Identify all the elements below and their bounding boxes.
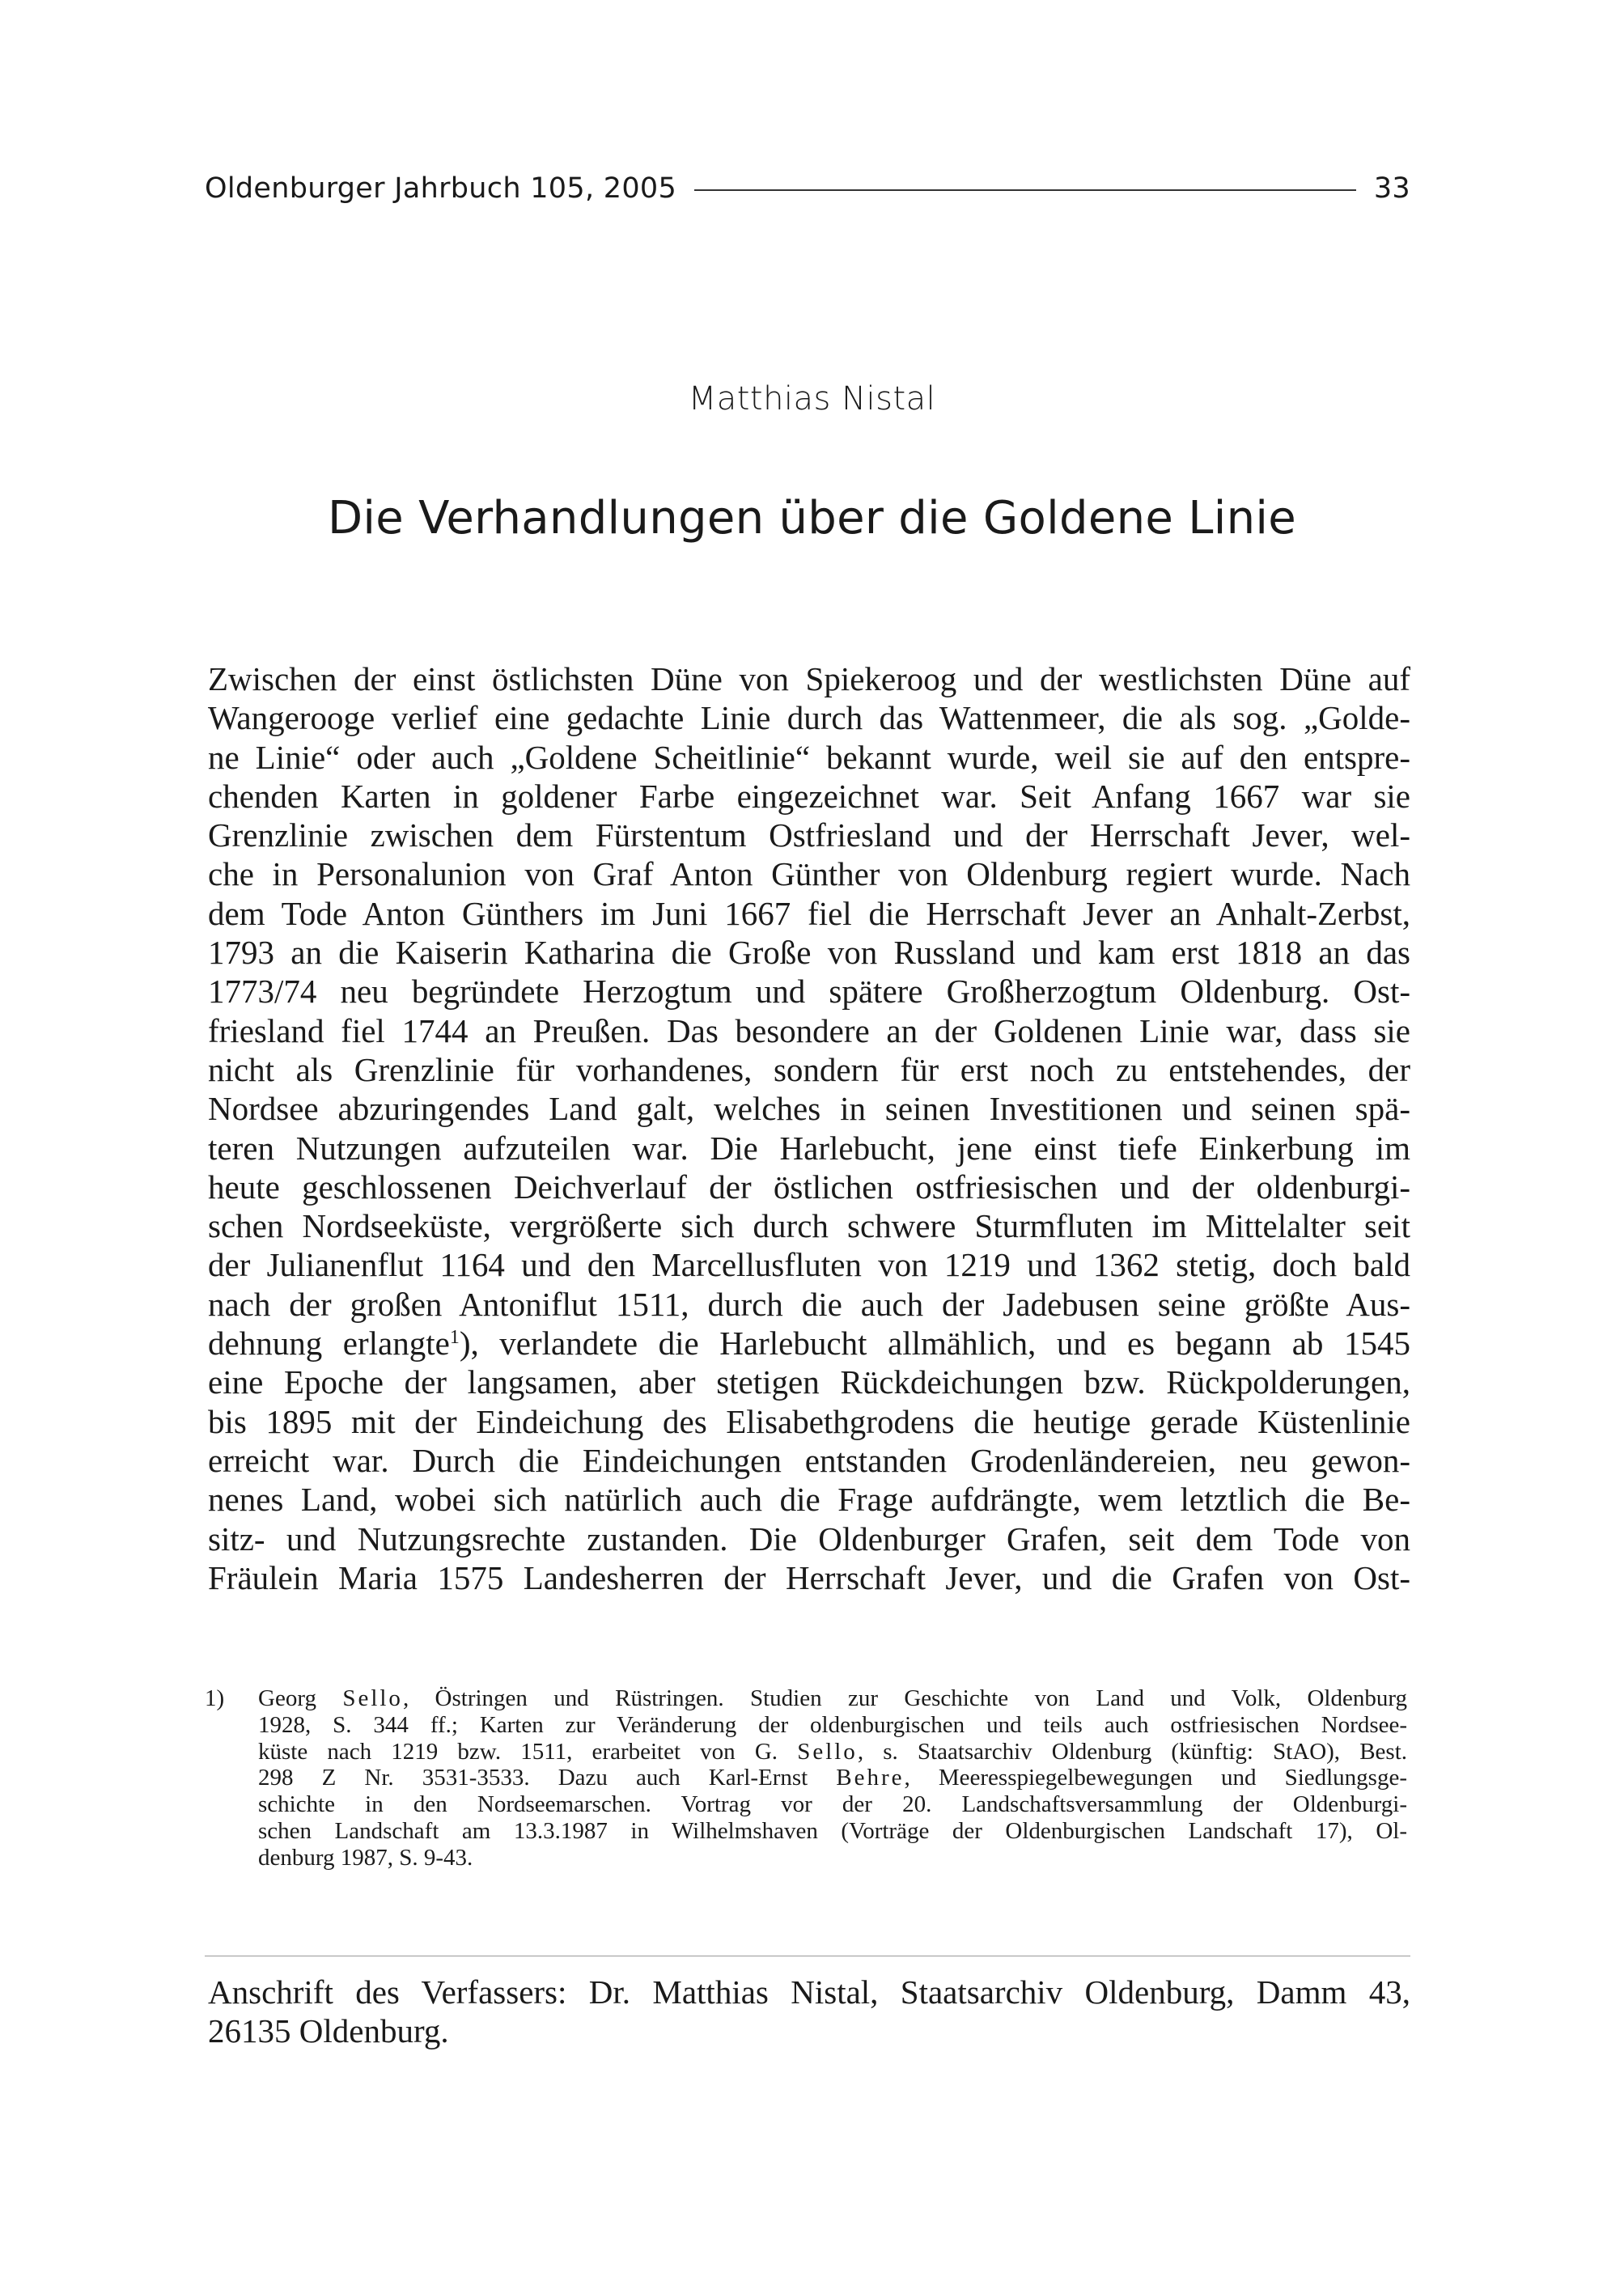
- author-address: [208, 1973, 1410, 2051]
- page-number: 33: [1373, 172, 1410, 205]
- footnote-line: denburg 1987, S. 9-43.: [258, 1844, 473, 1871]
- footnote-line: schichte in den Nordseemarschen. Vortrag vor der 20. Landschaftsversammlung der Oldenburgi-: [258, 1791, 1407, 1818]
- footnote-segment: , Meeresspiegelbewegungen und Siedlungsge-: [904, 1765, 1407, 1791]
- body-line: ne Linie“ oder auch „Goldene Scheitlinie“ bekannt wurde, weil sie auf den entspre-: [208, 738, 1410, 776]
- body-line: 1773/74 neu begründete Herzogtum und spätere Großherzogtum Oldenburg. Ost-: [208, 973, 1410, 1011]
- body-line: nicht als Grenzlinie für vorhandenes, sondern für erst noch zu entstehendes, der: [208, 1050, 1410, 1088]
- footnote-segment: 298 Z Nr. 3531-3533. Dazu auch Karl-Ernst: [258, 1765, 837, 1791]
- footnote-line: [258, 1739, 1407, 1765]
- body-text: [208, 659, 1410, 1597]
- body-line: che in Personalunion von Graf Anton Günther von Oldenburg regiert wurde. Nach: [208, 855, 1410, 893]
- footnote-line: schen Landschaft am 13.3.1987 in Wilhelmshaven (Vorträge der Oldenburgischen Landschaft 17), Ol-: [258, 1817, 1407, 1844]
- journal-citation: Oldenburger Jahrbuch 105, 2005: [205, 172, 677, 205]
- body-text-segment: ), verlandete die Harlebucht allmählich, und es begann ab 1545: [459, 1325, 1410, 1363]
- body-line: teren Nutzungen aufzuteilen war. Die Harlebucht, jene einst tiefe Einkerbung im: [208, 1129, 1410, 1167]
- footnote-segment: , s. Staatsarchiv Oldenburg (künftig: StAO), Best.: [857, 1738, 1408, 1765]
- body-line: sitz- und Nutzungsrechte zustanden. Die Oldenburger Grafen, seit dem Tode von: [208, 1519, 1410, 1558]
- author-surname: Behre: [836, 1765, 905, 1791]
- footnote-number: 1): [205, 1685, 225, 1711]
- body-line-with-footnote: [208, 1324, 1410, 1363]
- address-line: 26135 Oldenburg.: [208, 2012, 449, 2050]
- body-line: 1793 an die Kaiserin Katharina die Große von Russland und kam erst 1818 an das: [208, 934, 1410, 972]
- author-name: Matthias Nistal: [688, 380, 936, 417]
- body-line: friesland fiel 1744 an Preußen. Das besondere an der Goldenen Linie war, dass sie: [208, 1011, 1410, 1049]
- footnote-line: [258, 1765, 1407, 1791]
- body-line: erreicht war. Durch die Eindeichungen entstanden Grodenländereien, neu gewon-: [208, 1441, 1410, 1479]
- body-line: heute geschlossenen Deichverlauf der östlichen ostfriesischen und der oldenburgi-: [208, 1168, 1410, 1206]
- footnote-reference[interactable]: 1: [449, 1327, 460, 1349]
- body-line: Zwischen der einst östlichsten Düne von Spiekeroog und der westlichsten Düne auf: [208, 660, 1410, 697]
- body-line: Grenzlinie zwischen dem Fürstentum Ostfriesland und der Herrschaft Jever, wel-: [208, 816, 1410, 854]
- body-line: dem Tode Anton Günthers im Juni 1667 fiel die Herrschaft Jever an Anhalt-Zerbst,: [208, 894, 1410, 932]
- body-line: nenes Land, wobei sich natürlich auch die Frage aufdrängte, wem letztlich die Be-: [208, 1481, 1410, 1519]
- footnote-line: 1928, S. 344 ff.; Karten zur Veränderung der oldenburgischen und teils auch ostfriesischen Nordsee-: [258, 1711, 1407, 1738]
- body-line: der Julianenflut 1164 und den Marcellusfluten von 1219 und 1362 stetig, doch bald: [208, 1246, 1410, 1284]
- author-surname: Sello: [342, 1685, 403, 1711]
- running-head: [205, 168, 1410, 209]
- body-line: eine Epoche der langsamen, aber stetigen Rückdeichungen bzw. Rückpolderungen,: [208, 1363, 1410, 1401]
- footnote-segment: küste nach 1219 bzw. 1511, erarbeitet von G.: [258, 1738, 798, 1765]
- body-line: bis 1895 mit der Eindeichung des Elisabethgrodens die heutige gerade Küstenlinie: [208, 1402, 1410, 1440]
- footnote-segment: Georg: [258, 1685, 343, 1711]
- footnote-text: [258, 1685, 1407, 1871]
- body-text-segment: dehnung erlangte: [208, 1325, 450, 1363]
- address-line: Anschrift des Verfassers: Dr. Matthias Nistal, Staatsarchiv Oldenburg, Damm 43,: [208, 1973, 1410, 2011]
- body-line: Nordsee abzuringendes Land galt, welches in seinen Investitionen und seinen spä-: [208, 1090, 1410, 1128]
- header-rule: [694, 189, 1356, 191]
- footnote-line: [258, 1685, 1407, 1712]
- body-line: nach der großen Antoniflut 1511, durch die auch der Jadebusen seine größte Aus-: [208, 1285, 1410, 1323]
- body-line: chenden Karten in goldener Farbe eingezeichnet war. Seit Anfang 1667 war sie: [208, 777, 1410, 815]
- author-surname: Sello: [797, 1738, 858, 1765]
- footnote: [205, 1685, 1410, 1871]
- body-line: Wangerooge verlief eine gedachte Linie durch das Wattenmeer, die als sog. „Golde-: [208, 699, 1410, 737]
- body-line: Fräulein Maria 1575 Landesherren der Herrschaft Jever, und die Grafen von Ost-: [208, 1558, 1410, 1596]
- body-line: schen Nordseeküste, vergrößerte sich durch schwere Sturmfluten im Mittelalter seit: [208, 1207, 1410, 1245]
- article-title: Die Verhandlungen über die Goldene Linie: [328, 492, 1296, 545]
- footnote-segment: , Östringen und Rüstringen. Studien zur Geschichte von Land und Volk, Oldenburg: [402, 1685, 1407, 1711]
